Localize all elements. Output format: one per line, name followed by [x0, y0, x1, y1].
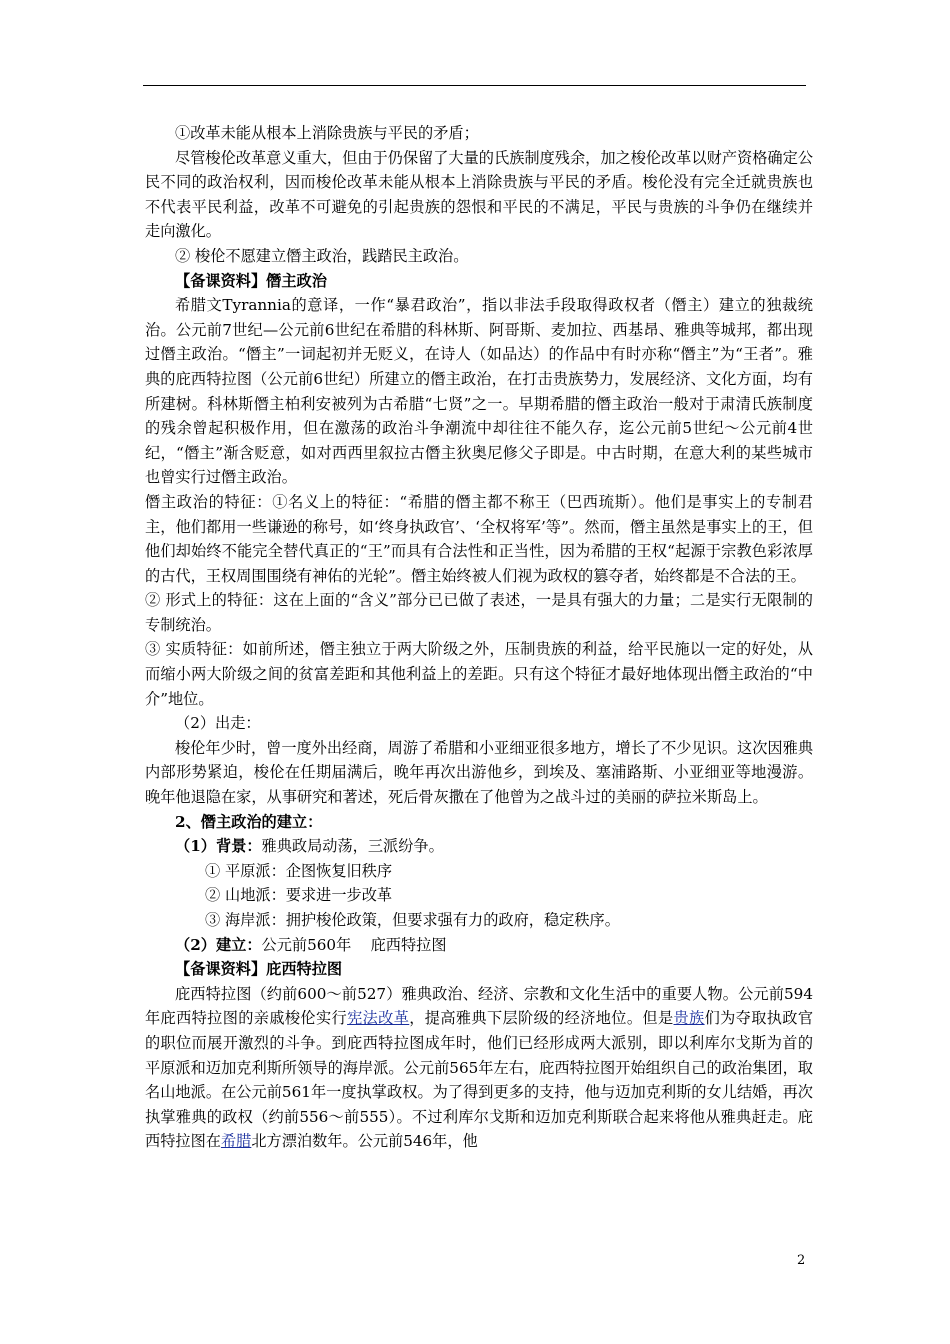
link-greece[interactable]: 希腊 — [220, 1132, 252, 1151]
link-nobility[interactable]: 贵族 — [673, 1009, 705, 1028]
point-2: ② 梭伦不愿建立僭主政治，践踏民主政治。 — [175, 246, 469, 265]
paragraph-departure: 梭伦年少时，曾一度外出经商，周游了希腊和小亚细亚很多地方，增长了不少见识。这次因雅典内部形势紧迫，梭伦在任期届满后，晚年再次出游他乡，到埃及、塞浦路斯、小亚细亚等地漫游。晚年他退隐在家，从事研究和著述，死后骨灰撒在了他曾为之战斗过的美丽的萨拉米斯岛上。 — [145, 738, 813, 807]
paragraph-features: 僭主政治的特征：①名义上的特征：“希腊的僭主都不称王（巴西琉斯）。他们是事实上的专制君主，他们都用一些谦逊的称号，如‘终身执政官’、‘全权将军’等”。然而，僭主虽然是事实上的王，但他们却始终不能完全替代真正的“王”而具有合法性和正当性，因为希腊的王权“起源于宗教色彩浓厚的古代，王权周围围绕有神佑的光轮”。僭主始终被人们视为政权的篡夺者，始终都是不合法的王。 — [145, 492, 813, 585]
faction-plain: ① 平原派：企图恢复旧秩序 — [205, 861, 393, 880]
section-heading-establishment: 2、僭主政治的建立： — [175, 812, 323, 831]
point-1: ①改革未能从根本上消除贵族与平民的矛盾； — [175, 124, 479, 142]
background-line — [145, 834, 813, 859]
subheading-departure: （2）出走： — [175, 714, 261, 733]
faction-coast: ③ 海岸派：拥护梭伦政策，但要求强有力的政府，稳定秩序。 — [205, 911, 620, 929]
link-constitutional-reform[interactable]: 宪法改革 — [347, 1009, 410, 1028]
establishment-label: （2）建立： — [175, 935, 262, 954]
paragraph-pisistratus: 庇西特拉图（约前600～前527）雅典政治、经济、宗教和文化生活中的重要人物。公元前594年庇西特拉图的亲戚梭伦实行宪法改革，提高雅典下层阶级的经济地位。但是贵族们为夺取执政官的职位而展开激烈的斗争。到庇西特拉图成年时，他们已经形成两大派别，即以利库尔戈斯为首的平原派和迈加克利斯所领导的海岸派。公元前565年左右，庇西特拉图开始组织自己的政治集团，取名山地派。在公元前561年一度执掌政权。为了得到更多的支持，他与迈加克利斯的女儿结婚，再次执掌雅典的政权（约前556～前555）。不过利库尔戈斯和迈加克利斯联合起来将他从雅典赶走。庇西特拉图在希腊北方漂泊数年。公元前546年，他 — [145, 984, 814, 1151]
establishment-line — [145, 933, 813, 958]
paragraph-formal-features: ② 形式上的特征：这在上面的“含义”部分已已做了表述，一是具有强大的力量；二是实行无限制的专制统治。 — [145, 591, 813, 634]
background-label: （1）背景： — [175, 837, 262, 856]
paragraph-reform-limits: 尽管梭伦改革意义重大，但由于仍保留了大量的氏族制度残余，加之梭伦改革以财产资格确定公民不同的政治权利，因而梭伦改革未能从根本上消除贵族与平民的矛盾。梭伦没有完全迁就贵族也不代表平民利益，改革不可避免的引起贵族的怨恨和平民的不满足，平民与贵族的斗争仍在继续并走向激化。 — [145, 148, 813, 241]
header-rule — [143, 85, 806, 86]
page-number: 2 — [797, 1253, 806, 1268]
background-text: 雅典政局动荡，三派纷争。 — [261, 837, 444, 856]
establishment-text: 公元前560年 庇西特拉图 — [261, 935, 447, 954]
paragraph-substantive-features: ③ 实质特征：如前所述，僭主独立于两大阶级之外，压制贵族的利益，给平民施以一定的好处，从而缩小两大阶级之间的贫富差距和其他利益上的差距。只有这个特征才最好地体现出僭主政治的“中介”地位。 — [145, 640, 813, 708]
section-heading-pisistratus: 【备课资料】庇西特拉图 — [175, 960, 343, 979]
faction-hill: ② 山地派：要求进一步改革 — [205, 886, 393, 905]
document-body — [145, 121, 813, 1154]
section-heading-tyranny: 【备课资料】僭主政治 — [175, 271, 327, 290]
paragraph-tyrannia: 希腊文Tyrannia的意译，一作“暴君政治”，指以非法手段取得政权者（僭主）建立的独裁统治。公元前7世纪—公元前6世纪在希腊的科林斯、阿哥斯、麦加拉、西基昂、雅典等城邦，都出现过僭主政治。“僭主”一词起初并无贬义，在诗人（如品达）的作品中有时亦称“僭主”为“王者”。雅典的庇西特拉图（公元前6世纪）所建立的僭主政治，在打击贵族势力，发展经济、文化方面，均有所建树。科林斯僭主柏利安被列为古希腊“七贤”之一。早期希腊的僭主政治一般对于肃清氏族制度的残余曾起积极作用，但在激荡的政治斗争潮流中却往往不能久存，迄公元前5世纪～公元前4世纪，“僭主”渐含贬意，如对西西里叙拉古僭主狄奥尼修父子即是。中古时期，在意大利的某些城市也曾实行过僭主政治。 — [145, 296, 813, 487]
